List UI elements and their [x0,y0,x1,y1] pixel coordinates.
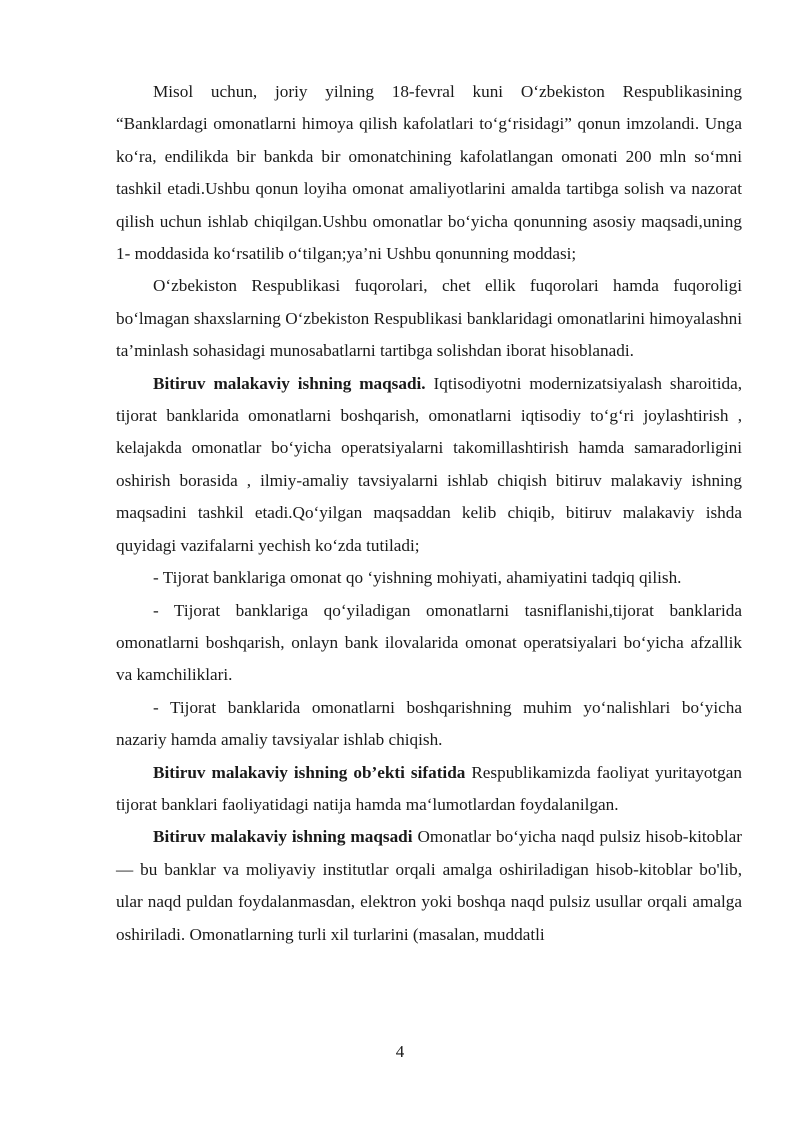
page-number: 4 [395,1042,405,1061]
paragraph-8 [116,821,742,951]
paragraph-8-text: Omonatlar bo‘yicha naqd pulsiz hisob-kitoblar — bu banklar va moliyaviy institutlar orqali amalga oshiriladigan hisob-kitoblar bo'lib, ular naqd puldan foydalanmasdan, elektron yoki boshqa naqd pulsiz usullar orqali amalga oshiriladi. Omonatlarning turli xil turlarini (masalan, muddatli [116,827,742,944]
paragraph-3-text: Iqtisodiyotni modernizatsiyalash sharoitida, tijorat banklarida omonatlarni boshqarish, omonatlarni iqtisodiy to‘g‘ri joylashtirish , kelajakda omonatlar bo‘yicha operatsiyalarni takomillashtirish hamda samaradorligini oshirish borasida , ilmiy-amaliy tavsiyalarni ishlab chiqish bitiruv malakaviy ishning maqsadini tashkil etadi.Qo‘yilgan maqsaddan kelib chiqib, bitiruv malakaviy ishda quyidagi vazifalarni yechish ko‘zda tutiladi; [116,373,743,555]
body-text [116,76,742,951]
paragraph-1 [116,76,742,270]
paragraph-7-text: Respublikamizda faoliyat yuritayotgan tijorat banklari faoliyatidagi natija hamda ma‘lumotlardan foydalanilgan. [116,762,742,814]
paragraph-2 [116,270,742,367]
paragraph-5 [116,595,742,692]
paragraph-7 [116,757,742,822]
paragraph-8-heading: Bitiruv malakaviy ishning maqsadi [153,827,413,847]
paragraph-1-text: Misol uchun, joriy yilning 18-fevral kuni O‘zbekiston Respublikasining “Banklardagi omonatlarni himoya qilish kafolatlari to‘g‘risidagi” qonun imzolandi. Unga ko‘ra, endilikda bir bankda bir omonatchining kafolatlangan omonati 200 mln so‘mni tashkil etadi.Ushbu qonun loyiha omonat amaliyotlarini amalda tartibga solish va nazorat qilish uchun ishlab chiqilgan.Ushbu omonatlar bo‘yicha qonunning asosiy maqsadi,uning 1- moddasida ko‘rsatilib o‘tilgan;ya’ni Ushbu qonunning moddasi; [116,82,742,264]
paragraph-6-text: - Tijorat banklarida omonatlarni boshqarishning muhim yo‘nalishlari bo‘yicha nazariy hamda amaliy tavsiyalar ishlab chiqish. [116,697,742,750]
paragraph-2-text: O‘zbekiston Respublikasi fuqorolari, chet ellik fuqorolari hamda fuqoroligi bo‘lmagan shaxslarning O‘zbekiston Respublikasi banklaridagi omonatlarini himoyalashni ta’minlash sohasidagi munosabatlarni tartibga solishdan iborat hisoblanadi. [116,276,742,361]
paragraph-3-heading: Bitiruv malakaviy ishning maqsadi. [153,373,426,393]
paragraph-3 [116,368,742,562]
paragraph-6 [116,692,742,757]
paragraph-4 [116,562,742,594]
paragraph-4-text: - Tijorat banklariga omonat qo ‘yishning mohiyati, ahamiyatini tadqiq qilish. [153,568,682,588]
paragraph-5-text: - Tijorat banklariga qo‘yiladigan omonatlarni tasniflanishi,tijorat banklarida omonatlarni boshqarish, onlayn bank ilovalarida omonat operatsiyalari bo‘yicha afzallik va kamchiliklari. [116,600,742,685]
paragraph-7-heading: Bitiruv malakaviy ishning ob’ekti sifatida [153,762,466,782]
